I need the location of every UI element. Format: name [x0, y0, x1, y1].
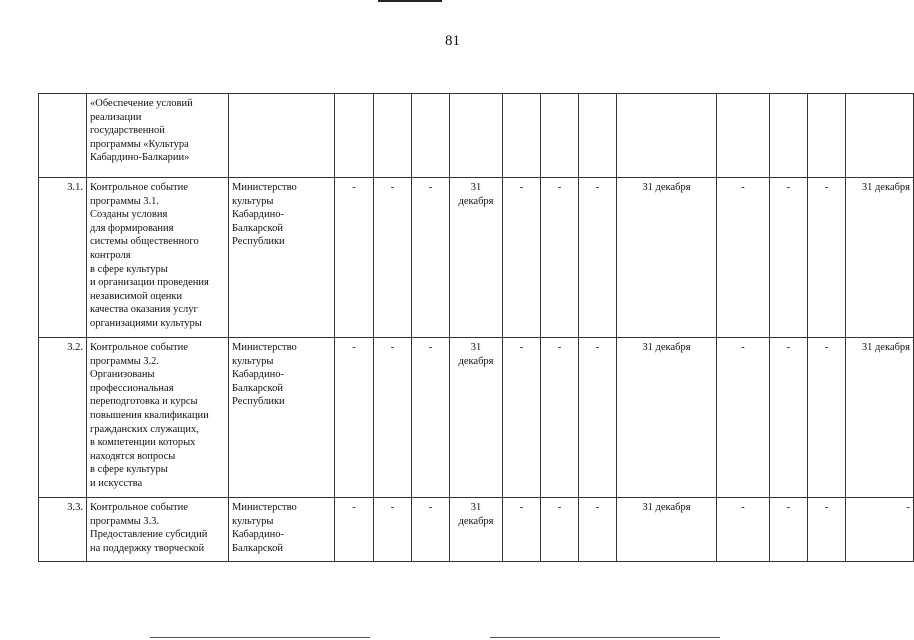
cell-event-continuation: [87, 94, 229, 178]
executor-line: Министерство: [232, 342, 297, 353]
executor-line: культуры: [232, 515, 274, 527]
event-line: гражданских служащих,: [90, 423, 199, 435]
schedule-cell: 31 декабря: [450, 178, 503, 338]
executor-line: Кабардино-: [232, 209, 284, 221]
schedule-cell: -: [717, 178, 770, 338]
schedule-cell: -: [503, 338, 541, 498]
page-number: 81: [445, 33, 460, 49]
schedule-cell: -: [374, 498, 412, 562]
event-line: и организации проведения: [90, 277, 209, 289]
schedule-cell: 31 декабря: [617, 178, 717, 338]
schedule-cell: -: [541, 338, 579, 498]
event-line: профессиональная: [90, 382, 174, 394]
executor-line: Министерство: [232, 502, 297, 513]
schedule-cell: -: [412, 338, 450, 498]
event-line: в компетенции которых: [90, 437, 196, 449]
schedule-cell: -: [503, 498, 541, 562]
event-line: контроля: [90, 249, 131, 261]
event-line: переподготовка и курсы: [90, 396, 198, 408]
executor-line: Балкарской: [232, 222, 283, 234]
schedule-cell: 31 декабря: [846, 338, 914, 498]
schedule-cell: -: [579, 178, 617, 338]
schedule-cell: -: [579, 498, 617, 562]
schedule-cell: -: [717, 338, 770, 498]
schedule-cell: -: [541, 178, 579, 338]
event-line: для формирования: [90, 222, 174, 234]
continuation-line: Кабардино-Балкарии»: [90, 152, 190, 164]
cell-num: [39, 94, 87, 178]
schedule-cell: 31 декабря: [846, 178, 914, 338]
schedule-cell: -: [541, 498, 579, 562]
event-line: повышения квалификации: [90, 409, 209, 421]
event-line: программы 3.3.: [90, 515, 160, 527]
scan-mark-top: [378, 0, 442, 2]
event-line: и искусства: [90, 477, 143, 489]
schedule-cell: -: [808, 178, 846, 338]
schedule-cell: -: [335, 338, 374, 498]
event-line: программы 3.1.: [90, 195, 160, 207]
table-row: [39, 338, 914, 498]
executor-line: Кабардино-: [232, 529, 284, 541]
event-line: в сфере культуры: [90, 263, 168, 275]
executor-line: культуры: [232, 355, 274, 367]
plan-table: [38, 93, 914, 562]
schedule-cell: -: [770, 178, 808, 338]
schedule-cell: -: [412, 498, 450, 562]
scan-mark-bottom-2: [490, 637, 720, 638]
executor: [229, 498, 335, 562]
schedule-cell: 31 декабря: [450, 338, 503, 498]
schedule-cell: -: [579, 338, 617, 498]
schedule-cell: 31 декабря: [617, 338, 717, 498]
schedule-cell: -: [717, 498, 770, 562]
schedule-cell: -: [808, 338, 846, 498]
executor-line: Республики: [232, 396, 285, 408]
event-line: программы 3.2.: [90, 355, 160, 367]
table-row: [39, 498, 914, 562]
event-line: Контрольное событие: [90, 182, 188, 193]
event-line: на поддержку творческой: [90, 542, 205, 554]
schedule-cell: -: [374, 178, 412, 338]
schedule-cell: -: [374, 338, 412, 498]
table-body: [39, 94, 914, 562]
scan-mark-bottom-1: [150, 637, 370, 638]
schedule-cell: -: [412, 178, 450, 338]
executor: [229, 338, 335, 498]
table-row-continuation: [39, 94, 914, 178]
table-row: [39, 178, 914, 338]
schedule-cell: 31 декабря: [617, 498, 717, 562]
row-number: 3.1.: [39, 178, 87, 338]
control-event-description: [87, 498, 229, 562]
row-number: 3.2.: [39, 338, 87, 498]
event-line: в сфере культуры: [90, 464, 168, 476]
event-line: системы общественного: [90, 236, 199, 248]
schedule-cell: -: [503, 178, 541, 338]
executor-line: Кабардино-: [232, 369, 284, 381]
schedule-cell: -: [335, 178, 374, 338]
schedule-cell: 31 декабря: [450, 498, 503, 562]
cell-executor: [229, 94, 335, 178]
schedule-cell: -: [770, 498, 808, 562]
executor-line: Министерство: [232, 182, 297, 193]
executor-line: Республики: [232, 236, 285, 248]
executor-line: культуры: [232, 195, 274, 207]
schedule-cell: -: [846, 498, 914, 562]
continuation-line: государственной: [90, 125, 165, 137]
event-line: Контрольное событие: [90, 342, 188, 353]
executor: [229, 178, 335, 338]
continuation-line: программы «Культура: [90, 138, 189, 150]
event-line: Предоставление субсидий: [90, 529, 208, 541]
event-line: качества оказания услуг: [90, 304, 198, 316]
continuation-line: реализации: [90, 111, 142, 123]
event-line: находятся вопросы: [90, 450, 176, 462]
event-line: Созданы условия: [90, 209, 168, 221]
control-event-description: [87, 178, 229, 338]
schedule-cell: -: [808, 498, 846, 562]
event-line: независимой оценки: [90, 290, 183, 302]
executor-line: Балкарской: [232, 542, 283, 554]
event-line: организациями культуры: [90, 317, 202, 329]
control-event-description: [87, 338, 229, 498]
schedule-cell: -: [770, 338, 808, 498]
continuation-line: «Обеспечение условий: [90, 98, 193, 109]
event-line: Контрольное событие: [90, 502, 188, 513]
schedule-cell: -: [335, 498, 374, 562]
executor-line: Балкарской: [232, 382, 283, 394]
event-line: Организованы: [90, 369, 155, 381]
row-number: 3.3.: [39, 498, 87, 562]
